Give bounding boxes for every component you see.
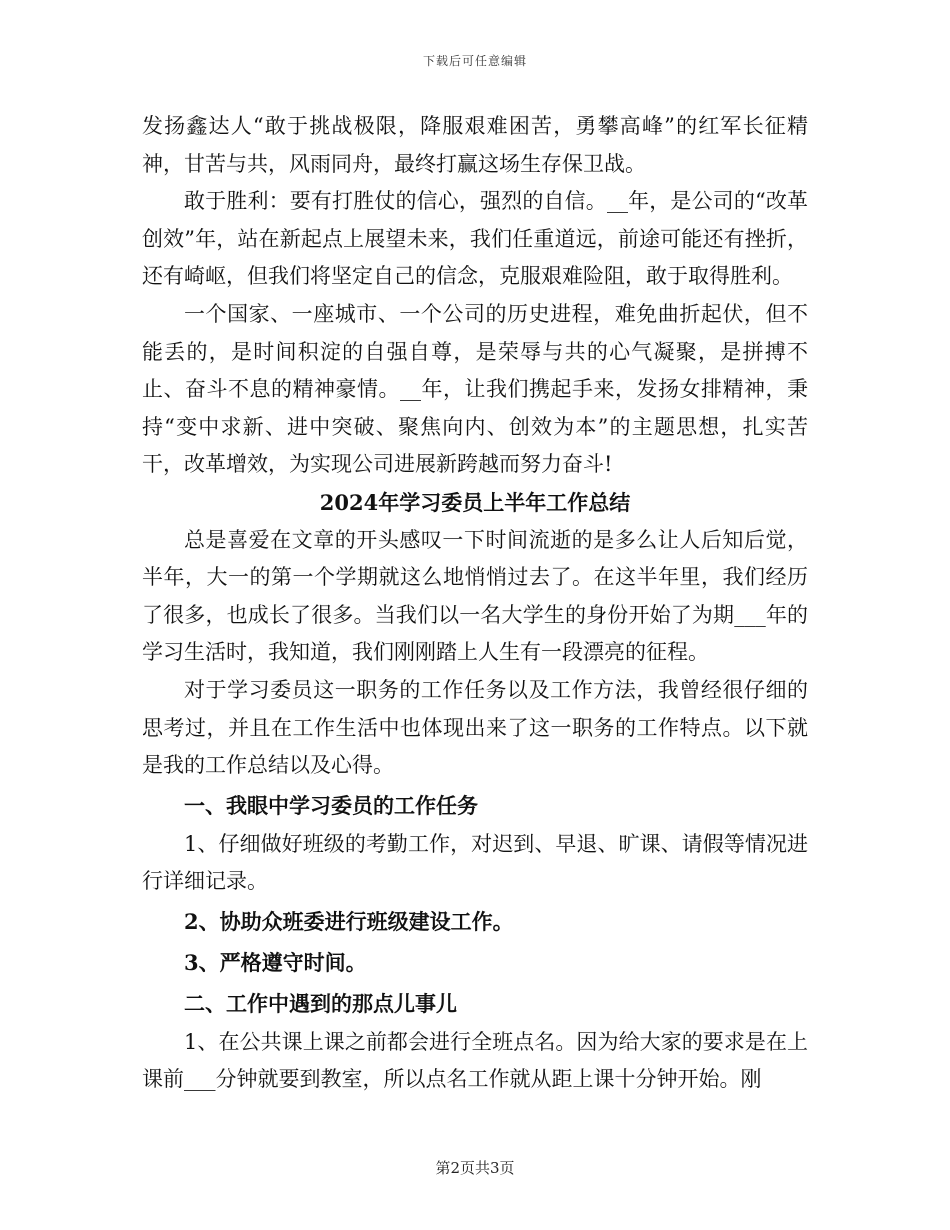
- paragraph: 1、仔细做好班级的考勤工作，对迟到、早退、旷课、请假等情况进行详细记录。: [142, 831, 808, 894]
- bold-item: 3、严格遵守时间。: [184, 949, 367, 975]
- bold-item: 2、协助众班委进行班级建设工作。: [184, 908, 514, 934]
- paragraph: 一个国家、一座城市、一个公司的历史进程，难免曲折起伏，但不能丢的，是时间积淀的自强自尊，是荣辱与共的心气凝聚，是拼搏不止、奋斗不息的精神豪情。__年，让我们携起手来，发扬女排精神，秉持“变中求新、进中突破、聚焦向内、创效为本”的主题思想，扎实苦干，改革增效，为实现公司进展新跨越而努力奋斗!: [142, 301, 808, 477]
- document-body: [142, 108, 808, 1099]
- page-number: 第2页共3页: [435, 1159, 515, 1177]
- paragraph: 对于学习委员这一职务的工作任务以及工作方法，我曾经很仔细的思考过，并且在工作生活中也体现出来了这一职务的工作特点。以下就是我的工作总结以及心得。: [142, 677, 808, 778]
- document-title: 2024年学习委员上半年工作总结: [319, 489, 631, 515]
- page-header-note: 下载后可任意编辑: [422, 54, 527, 68]
- section-heading: 一、我眼中学习委员的工作任务: [184, 792, 478, 818]
- section-heading: 二、工作中遇到的那点儿事儿: [184, 990, 457, 1016]
- paragraph: 敢于胜利：要有打胜仗的信心，强烈的自信。__年，是公司的“改革创效”年，站在新起点上展望未来，我们任重道远，前途可能还有挫折，还有崎岖，但我们将坚定自己的信念，克服艰难险阻，敢于取得胜利。: [142, 189, 808, 289]
- paragraph: 1、在公共课上课之前都会进行全班点名。因为给大家的要求是在上课前___分钟就要到教室，所以点名工作就从距上课十分钟开始。刚: [142, 1029, 808, 1092]
- paragraph: 总是喜爱在文章的开头感叹一下时间流逝的是多么让人后知后觉，半年，大一的第一个学期就这么地悄悄过去了。在这半年里，我们经历了很多，也成长了很多。当我们以一名大学生的身份开始了为期___年的学习生活时，我知道，我们刚刚踏上人生有一段漂亮的征程。: [142, 527, 808, 665]
- paragraph: 发扬鑫达人“敢于挑战极限，降服艰难困苦，勇攀高峰”的红军长征精神，甘苦与共，风雨同舟，最终打赢这场生存保卫战。: [142, 114, 808, 176]
